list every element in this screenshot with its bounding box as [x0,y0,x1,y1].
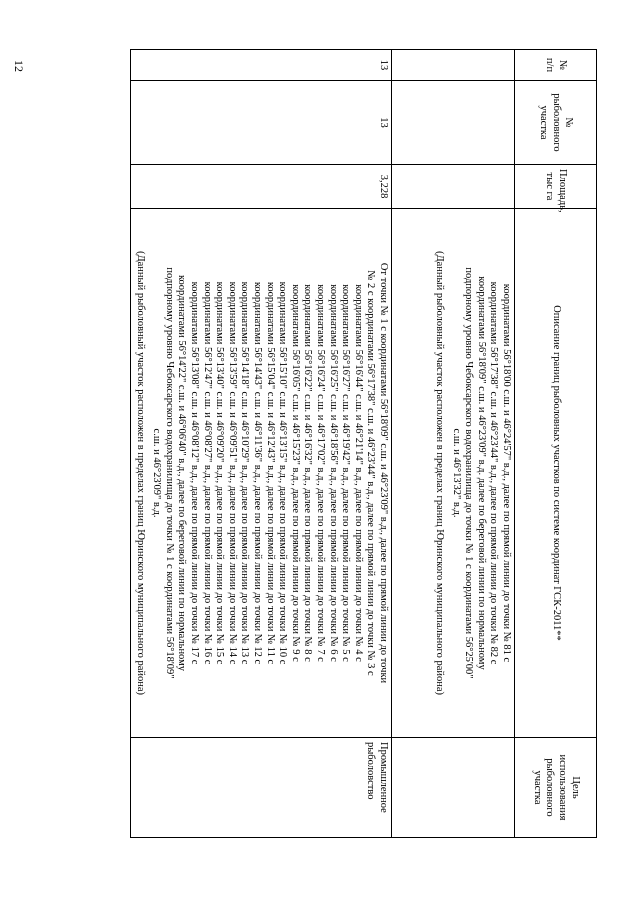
header-purpose: Цель использования рыболовного участка [515,738,597,838]
description-line: координатами 56°15'04" с.ш. и 46°12'43" в.д., далее по прямой линии до точки № 11 с [264,281,276,665]
header-plot-number: № рыболовного участка [515,81,597,165]
cell-plot-number [392,81,515,165]
header-area: Площадь, тыс га [515,165,597,209]
cell-area [392,165,515,209]
description-line: подпорному уровню Чебоксарского водохранилища до точки № 1 с координатами 56°18'09" [163,267,175,679]
page-number: 12 [12,60,26,72]
description-line: координатами 56°18'09" с.ш. и 46°23'09" в.д. далее по береговой линии по нормальному [475,276,487,670]
description-line: координатами 56°16'27" с.ш. и 46°19'42" в.д., далее по прямой линии до точки № 5 с [340,284,352,662]
rotated-table-wrapper [57,49,597,837]
description-line: координатами 56°14'18" с.ш. и 46°10'29" в.д., далее по прямой линии до точки № 13 с [239,281,251,665]
description-line: координатами 56°16'25" с.ш. и 46°18'56" в.д., далее по прямой линии до точки № 6 с [327,284,339,662]
description-line: № 2 с координатами 56°17'38" с.ш. и 46°23'44" в.д., далее по прямой линии до точки № 3 с [365,270,377,676]
table-row [131,50,392,838]
description-line: координатами 56°14'22" с.ш. и 46°06'40" в.д., далее по береговой линии по нормальному [176,274,188,672]
cell-area: 3,228 [131,165,392,209]
cell-num: 13 [131,50,392,81]
description-line: координатами 56°14'43" с.ш. и 46°11'36" в.д., далее по прямой линии до точки № 12 с [252,281,264,665]
description-line: с.ш. и 46°13'32" в.д. [450,428,462,518]
description-line: координатами 56°13'59" с.ш. и 46°09'51" в.д., далее по прямой линии до точки № 14 с [226,281,238,665]
cell-boundary-description [392,209,515,738]
description-line: подпорному уровню Чебоксарского водохранилища до точки № 1 с координатами 56°25'00" [463,267,475,679]
cell-purpose [392,738,515,838]
cell-boundary-description [131,209,392,738]
description-line: координатами 56°16'22" с.ш. и 46°16'32" в.д., далее по прямой линии до точки № 8 с [302,284,314,662]
description-line: координатами 56°16'44" с.ш. и 46°21'14" в.д., далее по прямой линии до точки № 4 с [352,284,364,662]
description-line: координатами 56°16'05" с.ш. и 46°15'23" в.д., далее по прямой линии до точки № 9 с [289,284,301,662]
description-line: От точки № 1 с координатами 56°18'09" с.ш. и 46°23'09" в.д., далее по прямой линии до точки [378,262,389,684]
description-line: координатами 56°13'40" с.ш. и 46°09'20" в.д., далее по прямой линии до точки № 15 с [214,281,226,665]
description-line: координатами 56°13'08" с.ш. и 46°08'12" в.д., далее по прямой линии до точки № 17 с [189,281,201,665]
description-line: координатами 56°18'00 с.ш. и 46°24'57" в.д., далее по прямой линии до точки № 81 с [501,283,512,663]
description-line: координатами 56°12'47" с.ш. и 46°08'27" в.д., далее по прямой линии до точки № 16 с [201,281,213,665]
cell-plot-number: 13 [131,81,392,165]
location-note: (Данный рыболовный участок расположен в пределах границ Юринского муниципального района) [434,250,446,696]
description-line: координатами 56°16'24" с.ш. и 46°17'02" в.д., далее по прямой линии до точки № 7 с [315,284,327,662]
description-line: с.ш. и 46°23'09" в.д. [151,428,163,518]
fishing-plots-table [130,49,597,838]
cell-purpose: Промышленное рыболовство [131,738,392,838]
location-note: (Данный рыболовный участок расположен в пределах границ Юринского муниципального района) [134,250,146,696]
table-row [392,50,515,838]
header-boundary-description: Описание границ рыболовных участков по системе координат ГСК-2011** [515,209,597,738]
cell-num [392,50,515,81]
description-line: координатами 56°15'10" с.ш. и 46°13'15" в.д., далее по прямой линии до точки № 10 с [277,281,289,665]
description-line: координатами 56°17'38" с.ш. и 46°23'44" в.д., далее по прямой линии до точки № 82 с [488,281,500,665]
header-num: № п/п [515,50,597,81]
